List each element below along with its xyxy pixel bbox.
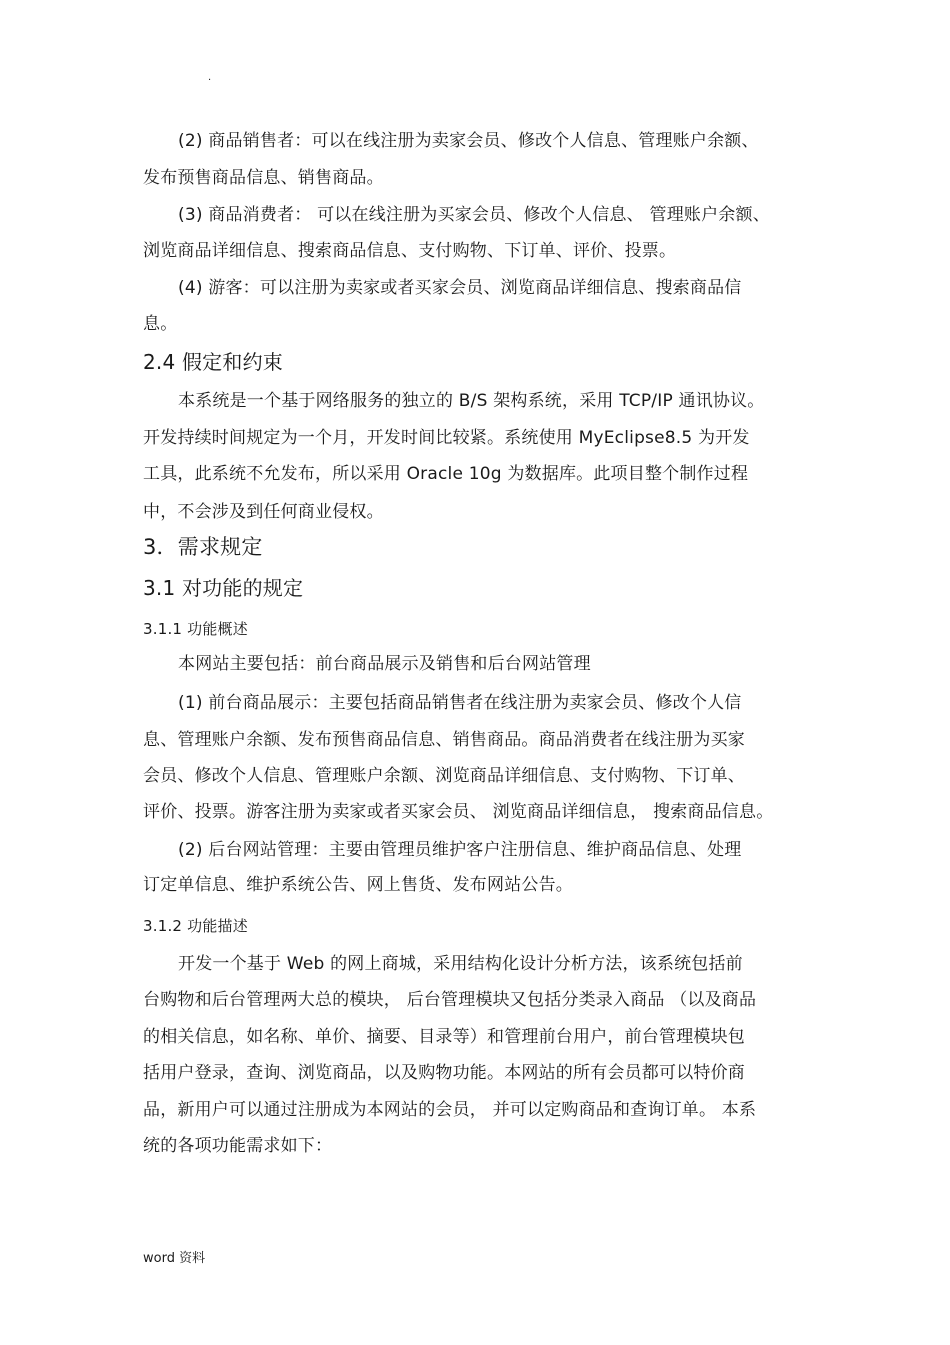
header-mark: .	[208, 72, 212, 83]
chapter-heading: 3．需求规定	[143, 535, 263, 559]
subsection-heading: 3.1.2 功能描述	[143, 917, 248, 935]
paragraph-line: (3) 商品消费者： 可以在线注册为买家会员、修改个人信息、 管理账户余额、	[178, 205, 770, 225]
paragraph-line: (1) 前台商品展示：主要包括商品销售者在线注册为卖家会员、修改个人信	[178, 693, 742, 713]
section-heading: 3.1 对功能的规定	[143, 576, 304, 600]
page-footer: word 资料	[143, 1251, 206, 1266]
subsection-heading: 3.1.1 功能概述	[143, 620, 248, 638]
paragraph-line: 统的各项功能需求如下：	[143, 1136, 333, 1156]
paragraph-line: 开发一个基于 Web 的网上商城，采用结构化设计分析方法，该系统包括前	[178, 954, 743, 974]
paragraph-line: 本系统是一个基于网络服务的独立的 B/S 架构系统，采用 TCP/IP 通讯协议。	[178, 391, 765, 411]
paragraph-line: 本网站主要包括：前台商品展示及销售和后台网站管理	[178, 654, 591, 674]
paragraph-line: 发布预售商品信息、销售商品。	[143, 168, 384, 188]
section-heading: 2.4 假定和约束	[143, 350, 283, 374]
paragraph-line: (2) 商品销售者：可以在线注册为卖家会员、修改个人信息、管理账户余额、	[178, 131, 759, 151]
paragraph-line: 括用户登录，查询、浏览商品，以及购物功能。本网站的所有会员都可以特价商	[143, 1063, 745, 1083]
paragraph-line: 息。	[143, 314, 178, 334]
paragraph-line: 会员、修改个人信息、管理账户余额、浏览商品详细信息、支付购物、下订单、	[143, 766, 745, 786]
paragraph-line: 台购物和后台管理两大总的模块， 后台管理模块又包括分类录入商品 （以及商品	[143, 990, 757, 1010]
paragraph-line: 浏览商品详细信息、搜索商品信息、支付购物、下订单、评价、投票。	[143, 241, 677, 261]
paragraph-line: 中，不会涉及到任何商业侵权。	[143, 502, 384, 522]
paragraph-line: 订定单信息、维护系统公告、网上售货、发布网站公告。	[143, 875, 573, 895]
paragraph-line: 的相关信息，如名称、单价、摘要、目录等）和管理前台用户，前台管理模块包	[143, 1027, 745, 1047]
paragraph-line: 开发持续时间规定为一个月，开发时间比较紧。系统使用 MyEclipse8.5 为开发	[143, 428, 750, 448]
paragraph-line: 品，新用户可以通过注册成为本网站的会员， 并可以定购商品和查询订单。 本系	[143, 1100, 757, 1120]
paragraph-line: 评价、投票。游客注册为卖家或者买家会员、 浏览商品详细信息， 搜索商品信息。	[143, 802, 774, 822]
paragraph-line: (4) 游客：可以注册为卖家或者买家会员、浏览商品详细信息、搜索商品信	[178, 278, 742, 298]
paragraph-line: 息、管理账户余额、发布预售商品信息、销售商品。商品消费者在线注册为买家	[143, 730, 745, 750]
paragraph-line: (2) 后台网站管理：主要由管理员维护客户注册信息、维护商品信息、处理	[178, 840, 742, 860]
paragraph-line: 工具，此系统不允发布，所以采用 Oracle 10g 为数据库。此项目整个制作过程	[143, 464, 749, 484]
